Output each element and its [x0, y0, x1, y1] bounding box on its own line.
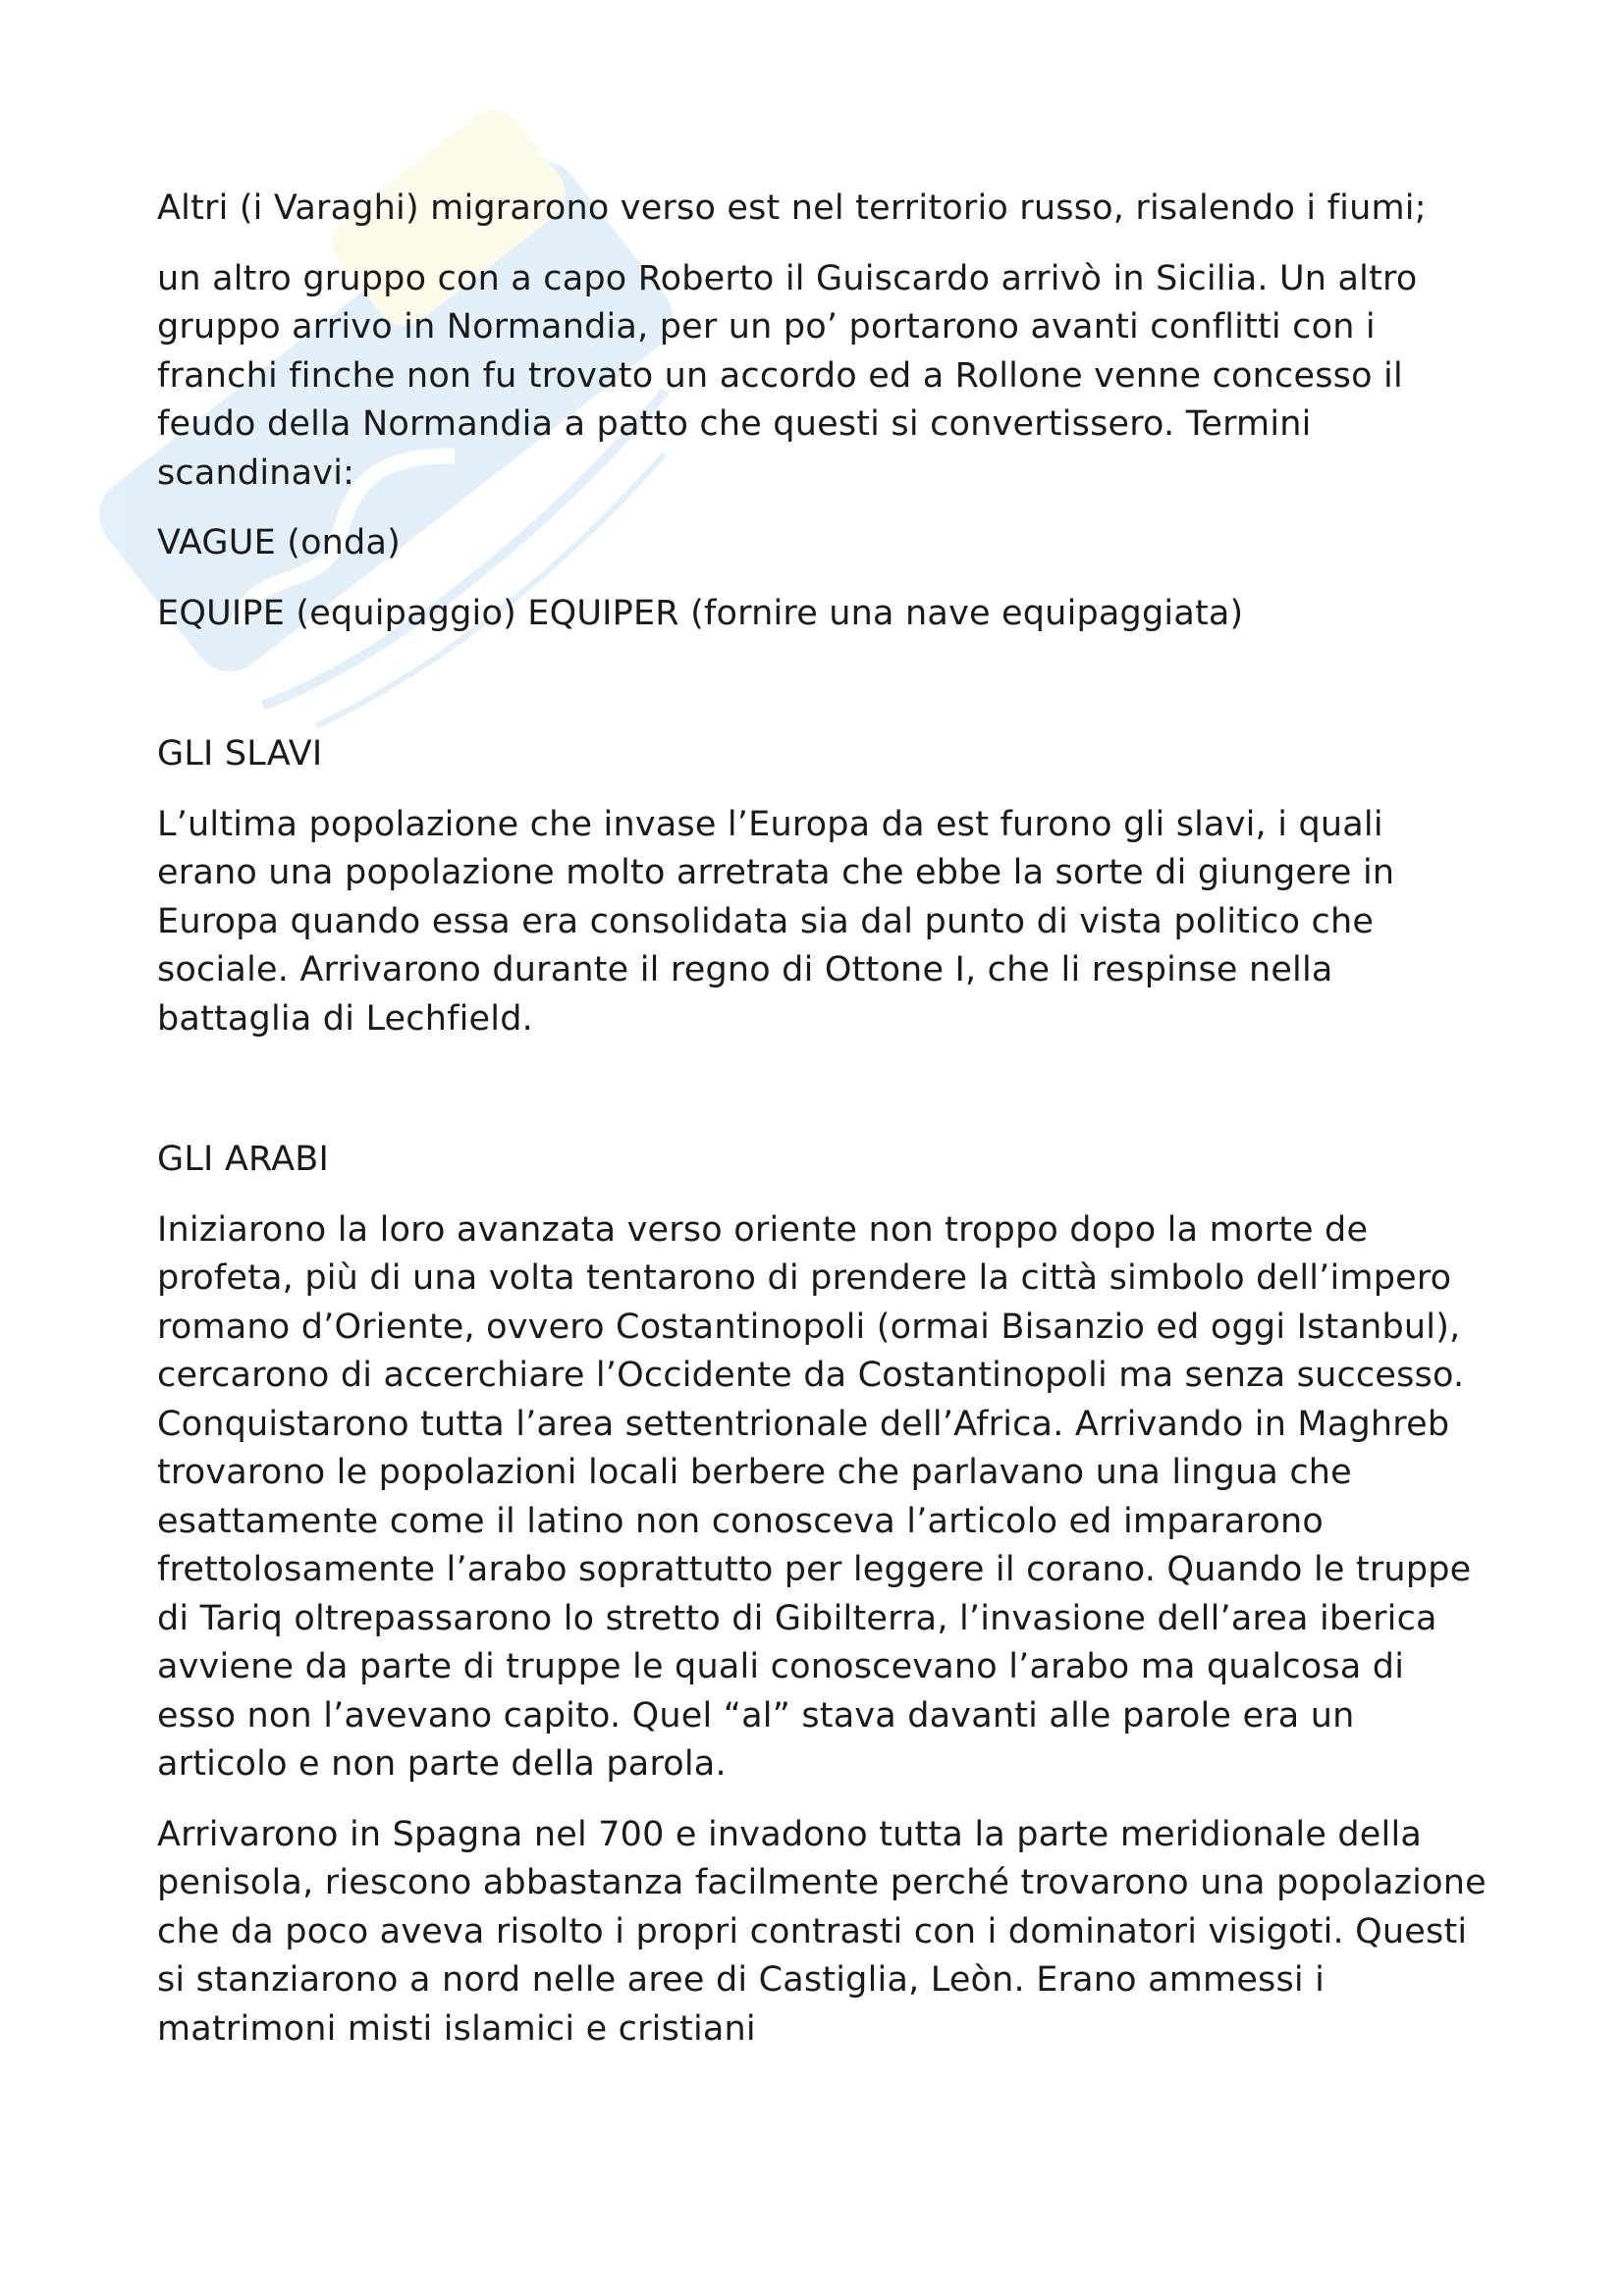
section-heading-arabi: GLI ARABI: [157, 1140, 329, 1179]
document-body: [157, 185, 1492, 2054]
paragraph-slavi: L’ultima popolazione che invase l’Europa da est furono gli slavi, i quali erano una popolazione molto arretrata che ebbe la sorte di giungere in Europa quando essa era consolidata sia dal punto di vista politico che sociale. Arrivarono durante il regno di Ottone I, che li respinse nella battaglia di Lechfield.: [157, 804, 1395, 1039]
paragraph-guiscardo: un altro gruppo con a capo Roberto il Guiscardo arrivò in Sicilia. Un altro gruppo arrivo in Normandia, per un po’ portarono avanti conflitti con i franchi finche non fu trovato un accordo ed a Rollone venne concesso il feudo della Normandia a patto che questi si convertissero. Termini scandinavi:: [157, 258, 1418, 493]
section-heading-slavi: GLI SLAVI: [157, 734, 323, 774]
paragraph-varaghi: Altri (i Varaghi) migrarono verso est nel territorio russo, risalendo i fiumi;: [157, 188, 1427, 228]
term-equipe: EQUIPE (equipaggio) EQUIPER (fornire una nave equipaggiata): [157, 593, 1244, 633]
paragraph-arabi-1: Iniziarono la loro avanzata verso oriente non troppo dopo la morte de profeta, più di una volta tentarono di prendere la città simbolo dell’impero romano d’Oriente, ovvero Costantinopoli (ormai Bisanzio ed oggi Istanbul), cercarono di accerchiare l’Occidente da Costantinopoli ma senza successo. Conquistarono tutta l’area settentrionale dell’Africa. Arrivando in Maghreb trovarono le popolazioni locali berbere che parlavano una lingua che esattamente come il latino non conosceva l’articolo ed impararono frettolosamente l’arabo soprattutto per leggere il corano. Quando le truppe di Tariq oltrepassarono lo stretto di Gibilterra, l’invasione dell’area iberica avviene da parte di truppe le quali conoscevano l’arabo ma qualcosa di esso non l’avevano capito. Quel “al” stava davanti alle parole era un articolo e non parte della parola.: [157, 1209, 1472, 1784]
term-vague: VAGUE (onda): [157, 523, 401, 562]
paragraph-arabi-2: Arrivarono in Spagna nel 700 e invadono tutta la parte meridionale della penisola, riescono abbastanza facilmente perché trovarono una popolazione che da poco aveva risolto i propri contrasti con i dominatori visigoti. Questi si stanziarono a nord nelle aree di Castiglia, Leòn. Erano ammessi i matrimoni misti islamici e cristiani: [157, 1814, 1487, 2049]
